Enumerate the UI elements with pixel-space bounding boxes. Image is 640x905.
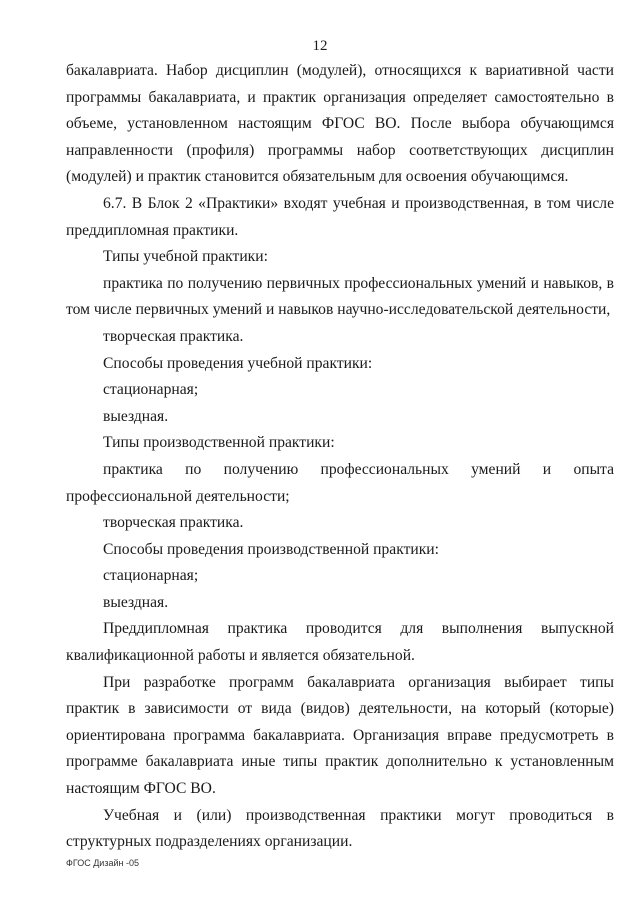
paragraph-production-methods-heading: Способы проведения производственной практики: xyxy=(103,540,439,558)
paragraph-production-type-2: творческая практика. xyxy=(103,514,244,532)
footer-code: ФГОС Дизайн -05 xyxy=(66,858,139,868)
paragraph-training-methods-heading: Способы проведения учебной практики: xyxy=(103,354,373,372)
paragraph-method-field: выездная. xyxy=(103,407,169,425)
paragraph-production-types-heading: Типы производственной практики: xyxy=(103,434,335,452)
paragraph-production-type-1: практика по получению профессиональных умений и опыта профессиональной деятельности; xyxy=(66,460,614,505)
paragraph-training-type-1: практика по получению первичных профессиональных умений и навыков, в том числе первичных умений и навыков научно-исследовательской деятельности, xyxy=(66,274,614,319)
paragraph-continuation: бакалавриата. Набор дисциплин (модулей), относящихся к вариативной части программы бакалавриата, и практик организация определяет самостоятельно в объеме, установленном настоящим ФГОС ВО. После выбора обучающимся направленности (профиля) программы набор соответствующих дисциплин (модулей) и практик становится обязательным для освоения обучающимся. xyxy=(66,62,614,186)
paragraph-predegree: Преддипломная практика проводится для выполнения выпускной квалификационной работы и является обязательной. xyxy=(66,620,614,665)
paragraph-production-method-field: выездная. xyxy=(103,593,169,611)
paragraph-program-development: При разработке программ бакалавриата организация выбирает типы практик в зависимости от вида (видов) деятельности, на который (которые) ориентирована программа бакалавриата. Организация вправе предусмотреть в программе бакалавриата иные типы практик дополнительно к установленным настоящим ФГОС ВО. xyxy=(66,673,614,798)
document-body xyxy=(66,58,614,856)
paragraph-structural-units: Учебная и (или) производственная практики могут проводиться в структурных подразделениях организации. xyxy=(66,806,614,851)
paragraph-production-method-stationary: стационарная; xyxy=(103,567,199,585)
page-number: 12 xyxy=(312,38,328,54)
paragraph-method-stationary: стационарная; xyxy=(103,381,199,399)
paragraph-6-7: 6.7. В Блок 2 «Практики» входят учебная и производственная, в том числе преддипломная практики. xyxy=(66,194,614,239)
paragraph-training-types-heading: Типы учебной практики: xyxy=(103,248,268,266)
paragraph-training-type-2: творческая практика. xyxy=(103,327,244,345)
